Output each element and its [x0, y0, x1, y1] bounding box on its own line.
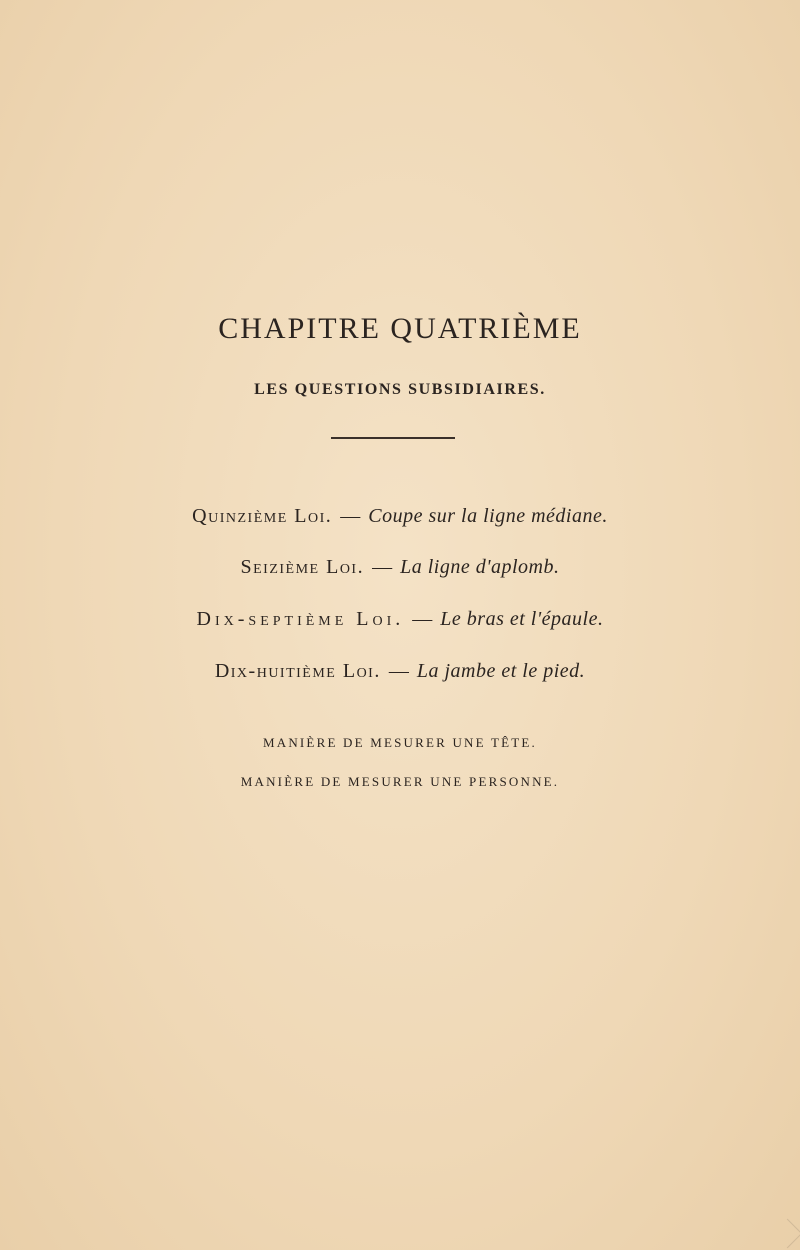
loi-title: Le bras et l'épaule.	[440, 608, 604, 630]
loi-number: Dix-huitième Loi.	[214, 660, 381, 682]
loi-title: Coupe sur la ligne médiane.	[368, 505, 608, 527]
page-corner-mark	[773, 1219, 800, 1249]
loi-title: La jambe et le pied.	[416, 660, 586, 682]
method-heading: MANIÈRE DE MESURER UNE TÊTE.	[262, 735, 538, 750]
loi-title: La ligne d'aplomb.	[400, 556, 560, 578]
loi-item	[0, 660, 800, 683]
method-heading: MANIÈRE DE MESURER UNE PERSONNE.	[240, 774, 560, 789]
loi-item	[0, 608, 800, 631]
loi-dash: —	[388, 660, 409, 682]
loi-number: Quinzième Loi.	[192, 505, 333, 527]
loi-dash: —	[372, 556, 393, 578]
loi-item	[0, 556, 800, 579]
loi-dash: —	[412, 608, 433, 630]
loi-item	[0, 505, 800, 528]
loi-number: Dix-septième Loi.	[196, 608, 405, 630]
loi-number: Seizième Loi.	[240, 556, 365, 578]
loi-dash: —	[340, 505, 361, 527]
chapter-subtitle: LES QUESTIONS SUBSIDIAIRES.	[254, 381, 546, 398]
chapter-title: CHAPITRE QUATRIÈME	[218, 312, 582, 345]
section-divider	[331, 437, 455, 439]
